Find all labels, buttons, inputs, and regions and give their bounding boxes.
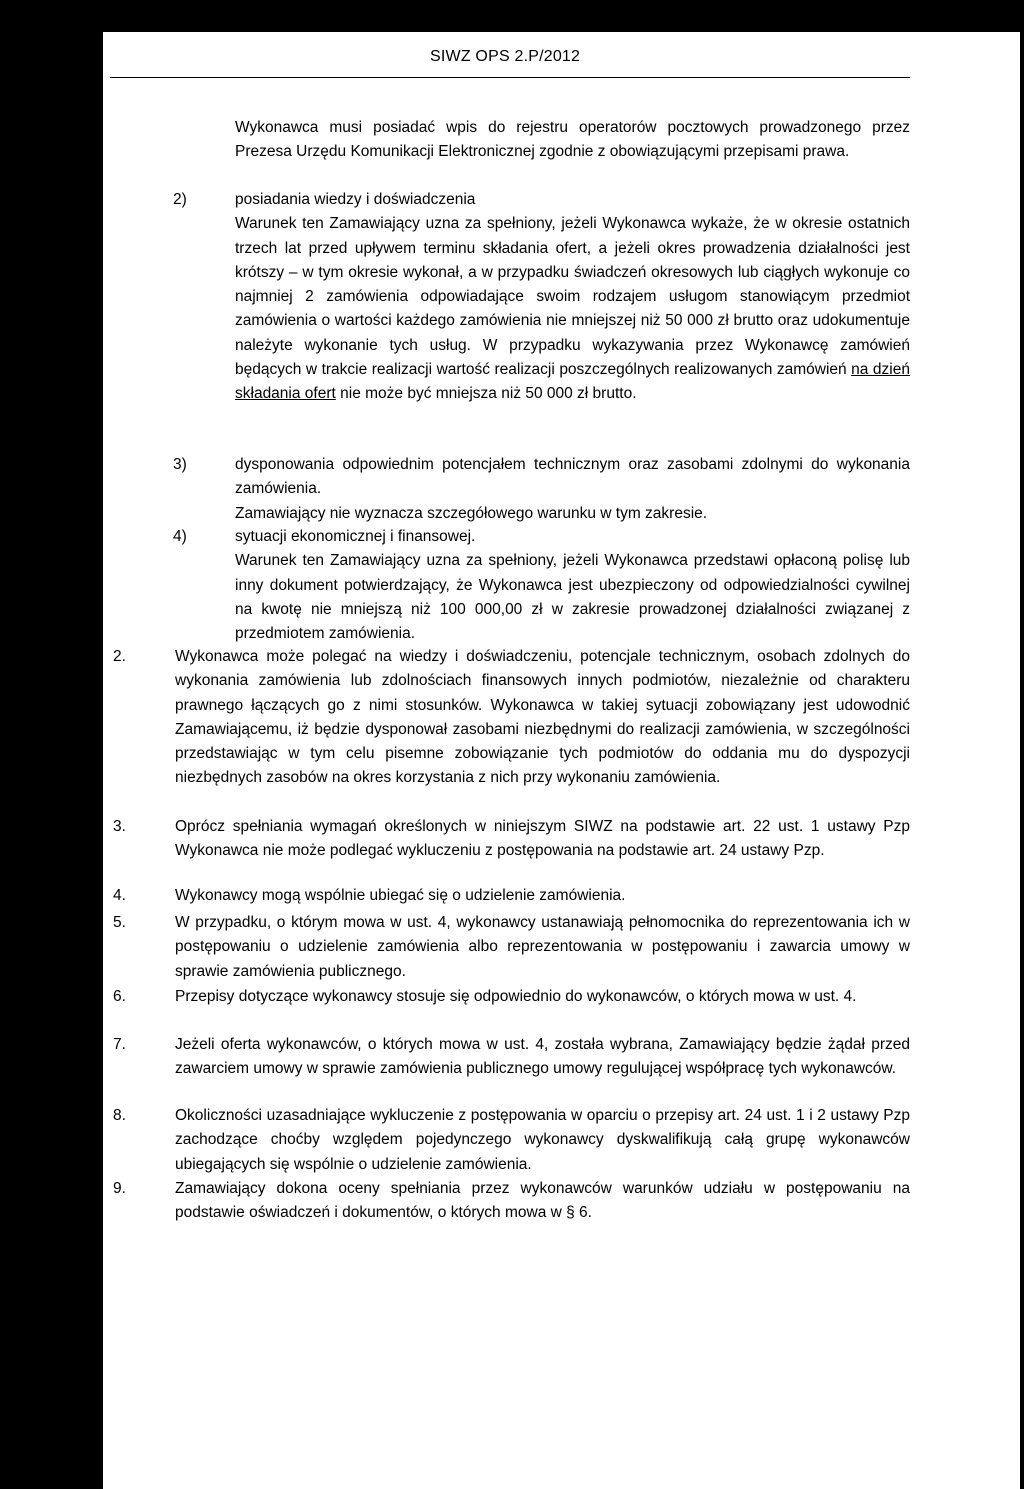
sub-item-text: Warunek ten Zamawiający uzna za spełniony, jeżeli Wykonawca wykaże, że w okresie ostatnich trzech lat przed upływem terminu składania ofert, a jeżeli okres prowadzenia działalności jest krótszy – w tym okresie wykonał, a w przypadku świadczeń okresowych lub ciągłych wykonuje co najmniej 2 zamówienia odpowiadające swoim rodzajem usługom stanowiącym przedmiot zamówienia o wartości każdego zamówienia nie mniejszej niż 50 000 zł brutto oraz udokumentuje należyte wykonanie tych usług. W przypadku wykazywania przez Wykonawcę zamówień będących w trakcie realizacji wartość realizacji poszczególnych realizowanych zamówień — [235, 215, 910, 379]
sub-item-number: 3) — [173, 456, 187, 473]
item-number: 2. — [113, 648, 126, 665]
list-item: W przypadku, o którym mowa w ust. 4, wykonawcy ustanawiają pełnomocnika do reprezentowania ich w postępowaniu o udzielenie zamówienia albo reprezentowania w postępowaniu i zawarcia umowy w sprawie zamówienia publicznego. — [175, 914, 910, 980]
sub-item-4 — [235, 525, 910, 646]
sub-item-title: dysponowania odpowiednim potencjałem technicznym oraz zasobami zdolnymi do wykonania zamówienia. — [235, 456, 910, 498]
sub-item-text-end: nie może być mniejsza niż 50 000 zł brutto. — [340, 385, 637, 403]
item-number: 8. — [113, 1107, 126, 1124]
sub-item-text: Zamawiający nie wyznacza szczegółowego warunku w tym zakresie. — [235, 504, 708, 522]
item-number: 6. — [113, 988, 126, 1005]
item-number: 7. — [113, 1036, 126, 1053]
list-item: Przepisy dotyczące wykonawcy stosuje się odpowiednio do wykonawców, o których mowa w ust. 4. — [175, 988, 857, 1005]
header-rule — [110, 77, 910, 78]
sub-item-number: 2) — [173, 191, 187, 208]
item-number: 9. — [113, 1180, 126, 1197]
sub-item-2 — [235, 188, 910, 407]
sub-item-text: Warunek ten Zamawiający uzna za spełniony, jeżeli Wykonawca przedstawi opłaconą polisę lub inny dokument potwierdzający, że Wykonawca jest ubezpieczony od odpowiedzialności cywilnej na kwotę nie mniejszą niż 100 000,00 zł w zakresie prowadzonej działalności związanej z przedmiotem zamówienia. — [235, 552, 910, 643]
document-header: SIWZ OPS 2.P/2012 — [430, 48, 581, 65]
sub-item-title: posiadania wiedzy i doświadczenia — [235, 191, 476, 208]
list-item: Okoliczności uzasadniające wykluczenie z postępowania w oparciu o przepisy art. 24 ust. 1 i 2 ustawy Pzp zachodzące choćby względem pojedynczego wykonawcy dyskwalifikują całą grupę wykonawców ubiegających się wspólnie o udzielenie zamówienia. — [175, 1107, 910, 1173]
list-item: Wykonawca może polegać na wiedzy i doświadczeniu, potencjale technicznym, osobach zdolnych do wykonania zamówienia lub zdolnościach finansowych innych podmiotów, niezależnie od charakteru prawnego łączących go z nimi stosunków. Wykonawca w takiej sytuacji zobowiązany jest udowodnić Zamawiającemu, iż będzie dysponował zasobami niezbędnymi do realizacji zamówienia, w szczególności przedstawiając w tym celu pisemne zobowiązanie tych podmiotów do oddania mu do dyspozycji niezbędnych zasobów na okres korzystania z nich przy wykonaniu zamówienia. — [175, 648, 910, 787]
list-item: Wykonawcy mogą wspólnie ubiegać się o udzielenie zamówienia. — [175, 887, 626, 904]
sub-item-underlined-text: na dzień składania ofert — [235, 361, 910, 403]
item-number: 5. — [113, 914, 126, 931]
sub-item-3 — [235, 453, 910, 526]
item-number: 3. — [113, 818, 126, 835]
list-item: Jeżeli oferta wykonawców, o których mowa w ust. 4, została wybrana, Zamawiający będzie żądał przed zawarciem umowy w sprawie zamówienia publicznego umowy regulującej współpracę tych wykonawców. — [175, 1036, 910, 1078]
list-item: Zamawiający dokona oceny spełniania przez wykonawców warunków udziału w postępowaniu na podstawie oświadczeń i dokumentów, o których mowa w § 6. — [175, 1180, 910, 1222]
intro-paragraph: Wykonawca musi posiadać wpis do rejestru operatorów pocztowych prowadzonego przez Prezesa Urzędu Komunikacji Elektronicznej zgodnie z obowiązującymi przepisami prawa. — [235, 119, 910, 161]
sub-item-title: sytuacji ekonomicznej i finansowej. — [235, 528, 476, 545]
sub-item-number: 4) — [173, 528, 187, 545]
item-number: 4. — [113, 887, 126, 904]
list-item: Oprócz spełniania wymagań określonych w niniejszym SIWZ na podstawie art. 22 ust. 1 ustawy Pzp Wykonawca nie może podlegać wykluczeniu z postępowania na podstawie art. 24 ustawy Pzp. — [175, 818, 910, 860]
